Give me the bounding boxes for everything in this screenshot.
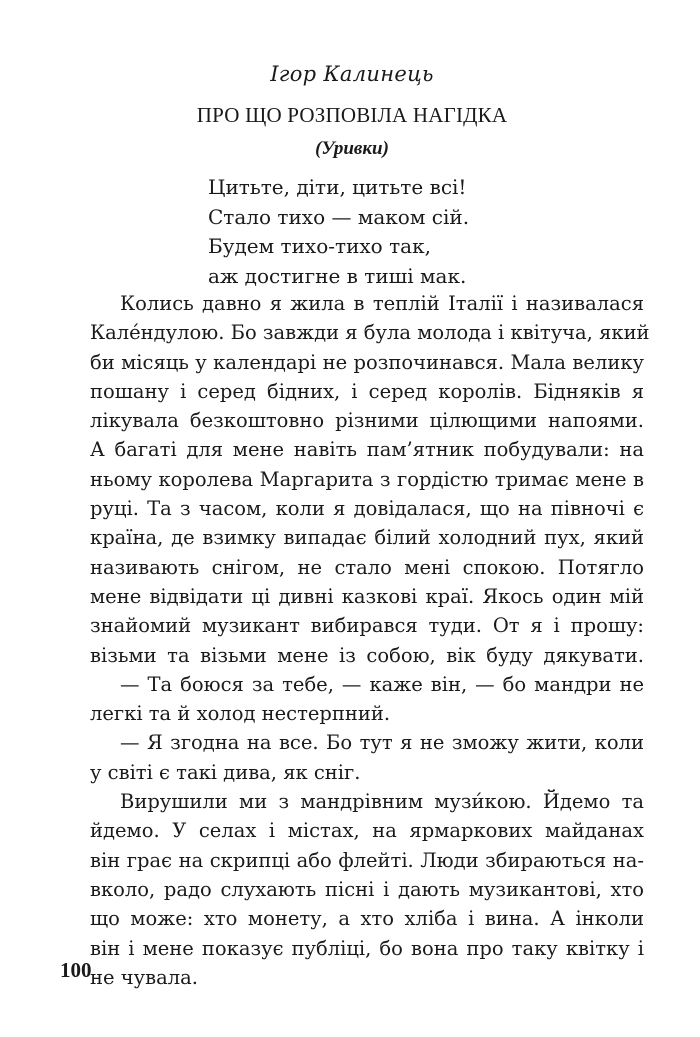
text-line: вколо, радо слухають пісні і дають музикантові, хто — [90, 877, 644, 901]
text-line: легкі та й холод нестерпний. — [90, 702, 391, 726]
text-line: — Я згодна на все. Бо тут я не зможу жити, коли — [120, 731, 644, 755]
text-line: він грає на скрипці або флейті. Люди збираються на- — [90, 848, 644, 872]
text-line: Колись давно я жила в теплій Італії і називалася — [120, 292, 644, 315]
poem-line: Цитьте, діти, цитьте всі! — [208, 175, 467, 199]
text-line: знайомий музикант вибирався туди. От я і прошу: — [90, 614, 644, 638]
text-line: ньому королева Маргарита з гордістю тримає мене в — [90, 467, 644, 491]
paragraph — [60, 670, 644, 729]
book-page — [60, 0, 650, 1037]
poem-line: Стало тихо — маком сій. — [208, 204, 470, 229]
text-line: Кале́ндулою. Бо завжди я була молода і квітуча, який — [90, 321, 650, 345]
poem-line: аж достигне в тиші мак. — [208, 263, 467, 288]
story-title: ПРО ЩО РОЗПОВІЛА НАГІДКА — [196, 103, 508, 127]
text-line: йдемо. У селах і містах, на ярмаркових майданах — [90, 819, 644, 843]
author-name: Ігор Калинець — [270, 62, 434, 86]
page-number: 100 — [60, 958, 92, 982]
text-line: А багаті для мене навіть пам’ятник побудували: на — [90, 438, 644, 462]
text-line: називають снігом, не стало мені спокою. Потягло — [90, 555, 644, 579]
text-line: у світі є такі дива, як сніг. — [90, 760, 361, 784]
text-line: він і мене показує публіці, бо вона про таку квітку і — [90, 936, 644, 960]
paragraph — [60, 289, 650, 670]
text-line: пошану і серед бідних, і серед королів. Бідняків я — [90, 379, 644, 403]
paragraph — [60, 787, 644, 992]
text-line: що може: хто монету, а хто хліба і вина. А інколи — [90, 907, 644, 931]
text-line: Вирушили ми з мандрівним музи́кою. Йдемо та — [120, 790, 644, 814]
text-line: руці. Та з часом, коли я довідалася, що на півночі є — [90, 497, 644, 521]
epigraph-poem — [208, 173, 628, 291]
story-text — [60, 289, 650, 992]
text-line: — Та боюся за тебе, — каже він, — бо мандри не — [120, 672, 644, 696]
poem-line: Будем тихо-тихо так, — [208, 234, 431, 258]
paragraph — [60, 728, 644, 787]
text-line: візьми та візьми мене із собою, вік буду дякувати. — [90, 643, 644, 667]
text-line: лікувала безкоштовно різними цілющими напоями. — [90, 409, 644, 433]
text-line: країна, де взимку випадає білий холодний пух, який — [90, 526, 644, 550]
text-line: би місяць у календарі не розпочинався. Мала велику — [90, 350, 644, 374]
text-line: мене відвідати ці дивні казкові краї. Якось один мій — [90, 584, 644, 608]
text-line: не чувала. — [90, 965, 198, 989]
story-subtitle: (Уривки) — [315, 138, 389, 159]
